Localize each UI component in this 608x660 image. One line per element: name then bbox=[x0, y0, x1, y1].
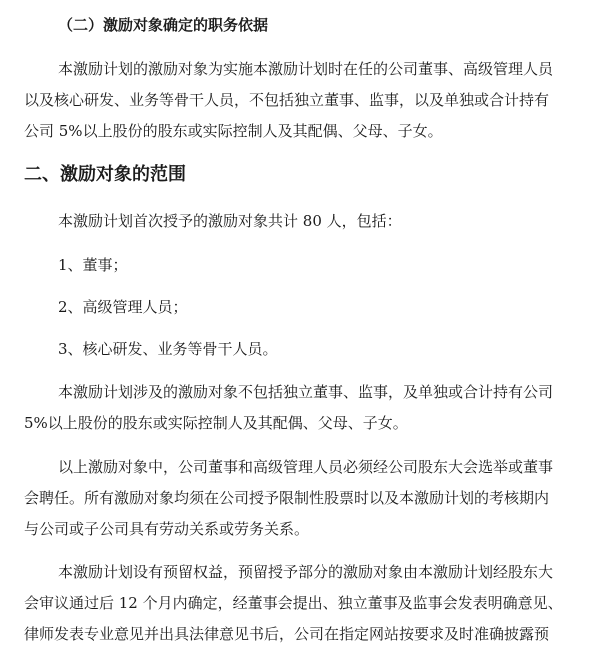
list-item: 1、董事； bbox=[58, 256, 128, 274]
paragraph-line: 以及核心研发、业务等骨干人员，不包括独立董事、监事，以及单独或合计持有 bbox=[24, 91, 550, 109]
paragraph-line: 以上激励对象中，公司董事和高级管理人员必须经公司股东大会选举或董事 bbox=[58, 458, 554, 476]
paragraph-line: 律师发表专业意见并出具法律意见书后，公司在指定网站按要求及时准确披露预 bbox=[24, 625, 550, 643]
paragraph-line: 与公司或子公司具有劳动关系或劳务关系。 bbox=[24, 520, 310, 538]
list-item: 3、核心研发、业务等骨干人员。 bbox=[58, 340, 278, 358]
paragraph-line: 会聘任。所有激励对象均须在公司授予限制性股票时以及本激励计划的考核期内 bbox=[24, 489, 550, 507]
paragraph-line: 本激励计划的激励对象为实施本激励计划时在任的公司董事、高级管理人员 bbox=[58, 60, 554, 78]
paragraph-line: 本激励计划涉及的激励对象不包括独立董事、监事，及单独或合计持有公司 bbox=[58, 383, 554, 401]
paragraph-line: 公司 5%以上股份的股东或实际控制人及其配偶、父母、子女。 bbox=[24, 122, 443, 140]
section-heading-scope: 二、激励对象的范围 bbox=[24, 164, 186, 185]
list-item: 2、高级管理人员； bbox=[58, 298, 188, 316]
paragraph-line: 会审议通过后 12 个月内确定，经董事会提出、独立董事及监事会发表明确意见、 bbox=[24, 594, 563, 612]
paragraph-line: 本激励计划设有预留权益，预留授予部分的激励对象由本激励计划经股东大 bbox=[58, 563, 554, 581]
sub-heading-job-basis: （二）激励对象确定的职务依据 bbox=[58, 16, 269, 34]
paragraph-line: 5%以上股份的股东或实际控制人及其配偶、父母、子女。 bbox=[24, 414, 408, 432]
intro-line: 本激励计划首次授予的激励对象共计 80 人，包括： bbox=[58, 212, 402, 230]
